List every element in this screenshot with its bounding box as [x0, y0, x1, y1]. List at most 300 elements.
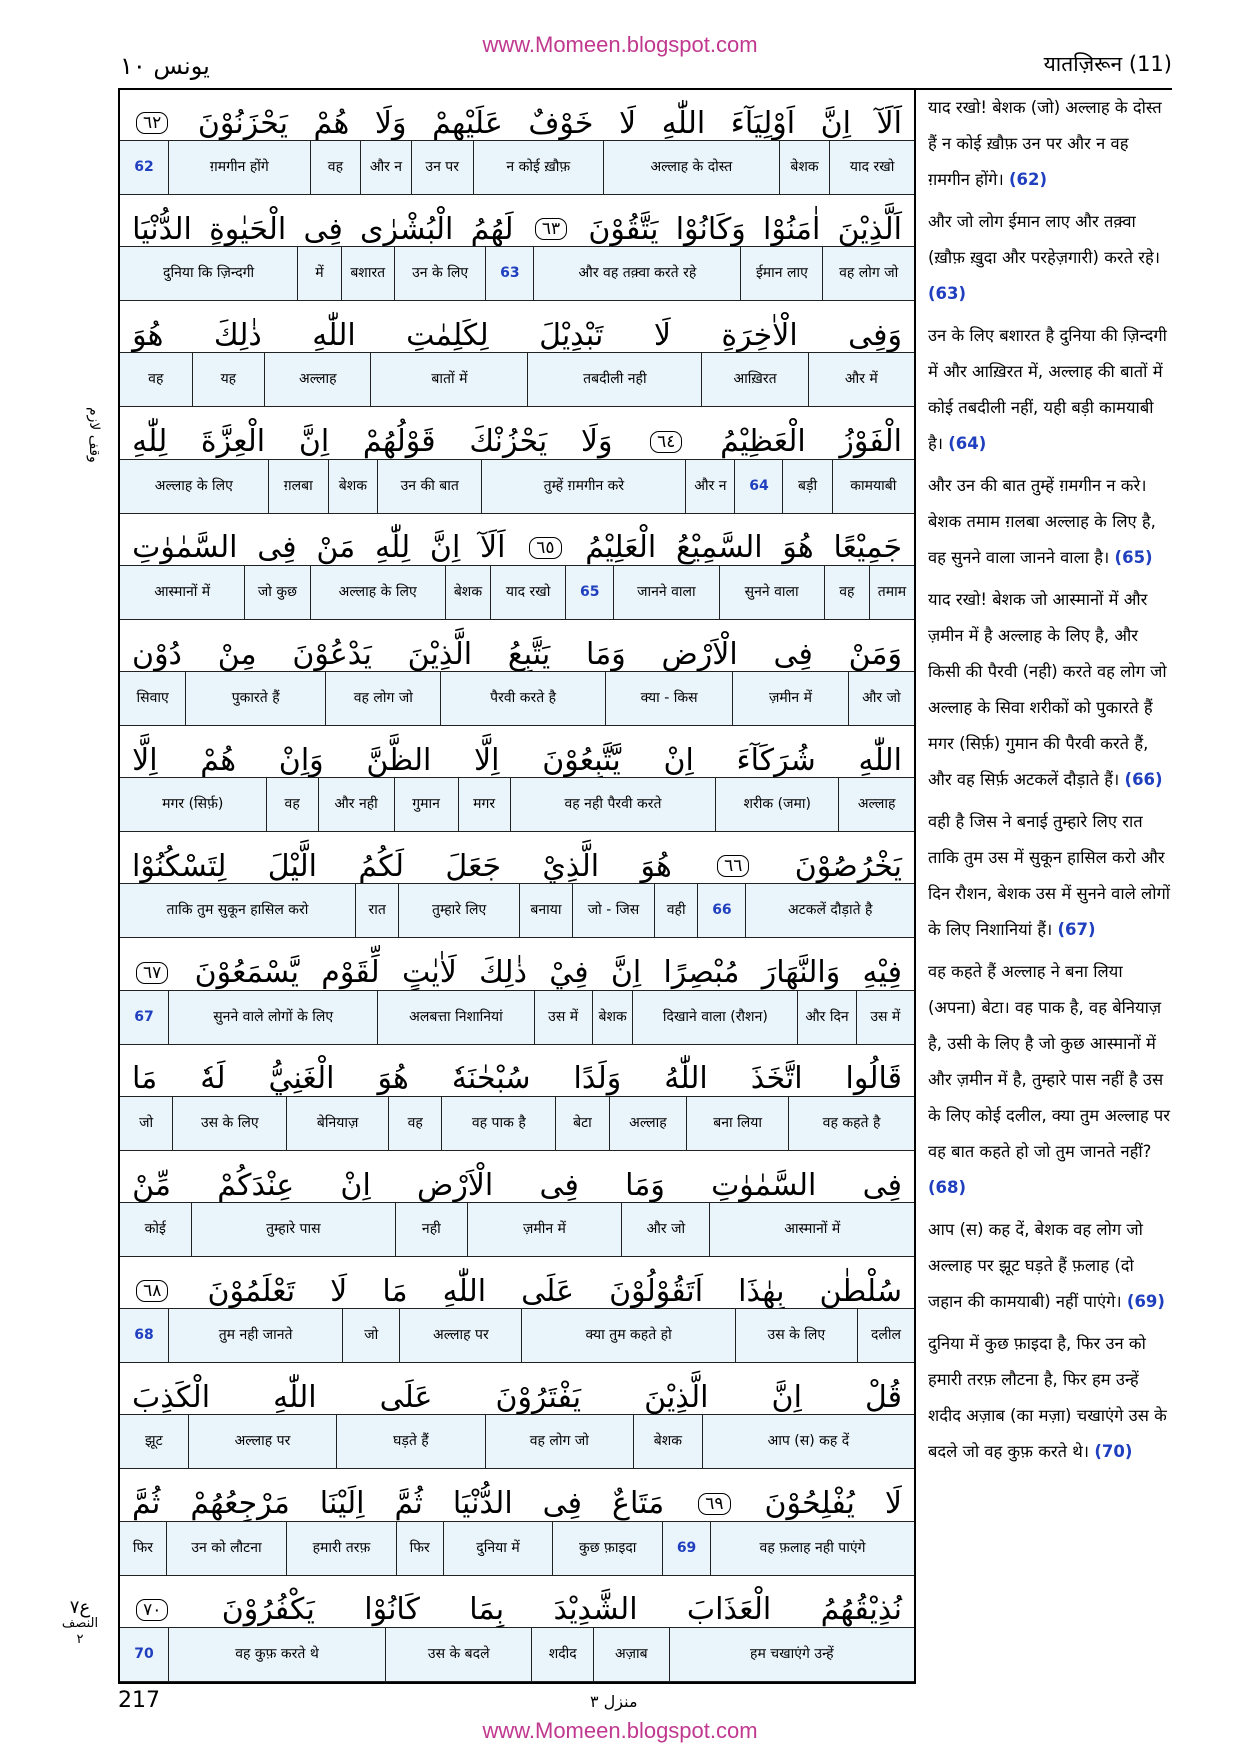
translation-text: आप (स) कह दें, बेशक वह लोग जो अल्लाह पर झूट घड़ते हैं फ़लाह (दो जहान की कामयाबी) नहीं पाएंगे। [928, 1220, 1143, 1311]
arabic-word: وَفِى [848, 317, 902, 353]
word-meaning-cell: न कोई ख़ौफ़ [473, 141, 603, 194]
page-number: 217 [118, 1688, 160, 1713]
arabic-word: لِتَسْكُنُوْا [132, 848, 227, 884]
verse-number-cell: 66 [697, 884, 745, 937]
word-meaning-cell: बेनियाज़ [286, 1097, 388, 1150]
arabic-word: لَا [330, 1273, 348, 1309]
arabic-word: اِنَّ [771, 1379, 802, 1415]
word-meaning-cell: तमाम [869, 566, 914, 619]
arabic-word: مِّنْ [132, 1167, 171, 1203]
translation-row [120, 459, 914, 514]
word-meaning-cell: वह [148, 371, 164, 388]
word-meaning-cell: अटकलें दौड़ाते है [745, 884, 914, 937]
arabic-word: شُرَكَآءَ [736, 742, 816, 778]
arabic-word: هُوَ [132, 317, 164, 353]
arabic-word: هُوَ [640, 848, 672, 884]
word-meaning-cell: वह लोग जो [822, 247, 914, 300]
arabic-word: مَرْجِعُهُمْ [190, 1486, 290, 1522]
arabic-word: الدُّنْيَا [132, 211, 192, 247]
arabic-word: سُلْطٰنٍ [819, 1273, 902, 1309]
word-meaning-cell: आप (स) कह दें [702, 1415, 914, 1468]
arabic-word: جَمِيْعًا [833, 530, 902, 566]
word-meaning-cell: आस्मानों में [709, 1203, 914, 1256]
translation-row [120, 1096, 914, 1151]
word-meaning-cell: वह लोग जो [325, 672, 440, 725]
word-meaning-cell: जानने वाला [613, 566, 718, 619]
word-meaning-cell: फिर [396, 1522, 443, 1575]
word-meaning-cell: आस्मानों में [154, 583, 211, 600]
arabic-word: مَتَاعٌ [612, 1486, 665, 1522]
arabic-word: عَلَى [521, 1273, 574, 1309]
word-meaning-cell: अल्लाह [609, 1097, 687, 1150]
word-meaning-cell: बेशक [328, 460, 377, 513]
arabic-word: مُبْصِرًا [663, 955, 740, 991]
translation-row [120, 777, 914, 832]
word-meaning-cell: अल्लाह के लिए [310, 566, 445, 619]
word-meaning-cell: और दिन [797, 991, 855, 1044]
translation-verse-number: (67) [1057, 920, 1096, 939]
arabic-word: اللّٰهِ [273, 1379, 317, 1415]
word-meaning-cell: वह [388, 1097, 441, 1150]
translation-text: दुनिया में कुछ फ़ाइदा है, फिर उन को हमारी तरफ़ लौटना है, फिर हम उन्हें शदीद अज़ाब (का मज़ा) चखाएंगे उस के बदले जो वह कुफ़ करते थे। [928, 1334, 1167, 1461]
arabic-word: دُوْنِ [132, 636, 182, 672]
word-meaning-cell: दुनिया में [443, 1522, 553, 1575]
arabic-word: تَعْلَمُوْنَ [207, 1273, 296, 1309]
translation-row [120, 140, 914, 195]
word-meaning-cell: बेशक [633, 1415, 702, 1468]
arabic-word: الْعَذَابَ [686, 1592, 772, 1628]
arabic-word: الْاَرْضِ [661, 636, 738, 672]
word-meaning-cell: वही [654, 884, 697, 937]
arabic-word: فِى [862, 1167, 902, 1203]
word-meaning-cell: क्या तुम कहते हो [521, 1309, 734, 1362]
arabic-word: عِنْدَكُمْ [217, 1167, 295, 1203]
arabic-word: هُمْ [200, 742, 237, 778]
ruku-number: ٢ [76, 1632, 84, 1647]
word-meaning-cell: कोई [144, 1221, 166, 1237]
translation-text: उन के लिए बशारत है दुनिया की ज़िन्दगी में और आख़िरत में, अल्लाह की बातों में कोई तबदीली नहीं, यही बड़ी कामयाबी है। [928, 326, 1167, 453]
word-meaning-cell: झूट [145, 1433, 163, 1450]
word-meaning-cell: जो - जिस [572, 884, 654, 937]
word-meaning-cell: बेटा [555, 1097, 608, 1150]
word-meaning-cell: जो [139, 1114, 154, 1131]
surah-name: يونس ١٠ [120, 52, 210, 80]
word-meaning-cell: मगर [458, 778, 510, 831]
word-meaning-cell: दलील [857, 1309, 914, 1362]
arabic-word: اِلَيْنَا [319, 1486, 365, 1522]
arabic-word: هُمْ [313, 105, 350, 141]
arabic-word: اَوْلِيَآءَ [730, 105, 796, 141]
word-by-word-table [118, 90, 916, 1684]
translation-verse-number: (62) [1008, 170, 1047, 189]
ayah-number: ٦٧ [136, 962, 168, 984]
word-meaning-cell: शदीद [531, 1628, 593, 1681]
arabic-word: لَهٗ [200, 1061, 226, 1097]
word-meaning-cell: मगर (सिर्फ़) [162, 796, 224, 813]
word-meaning-cell: कुछ फ़ाइदा [552, 1522, 662, 1575]
word-meaning-cell: उन की बात [377, 460, 481, 513]
ayah-number: ٦٥ [529, 537, 561, 559]
word-meaning-cell: बेशक [779, 141, 830, 194]
word-meaning-cell: पैरवी करते है [440, 672, 604, 725]
arabic-word: وَالنَّهَارَ [761, 955, 841, 991]
word-meaning-cell: और में [808, 353, 914, 406]
arabic-word: اِنَّ [429, 530, 461, 566]
word-meaning-cell: उन पर [411, 141, 473, 194]
word-meaning-cell: अल्लाह पर [399, 1309, 521, 1362]
arabic-word: كَانُوْا [364, 1592, 420, 1628]
arabic-word: يَتَّقُوْنَ [588, 211, 659, 247]
arabic-word: الْفَوْزُ [839, 424, 902, 460]
word-meaning-cell: ज़मीन में [732, 672, 847, 725]
arabic-word: اللّٰهِ [312, 317, 356, 353]
arabic-word: لَكُمُ [358, 848, 405, 884]
translation-verse-number: (64) [948, 434, 987, 453]
arabic-word: وَلَدًا [573, 1061, 622, 1097]
word-meaning-cell: सिवाए [136, 690, 169, 706]
word-meaning-cell: हमारी तरफ़ [286, 1522, 396, 1575]
arabic-word: اتَّخَذَ [750, 1061, 803, 1097]
translation-row [120, 352, 914, 407]
arabic-word: فِى [773, 636, 813, 672]
translation-text: याद रखो! बेशक जो आस्मानों में और ज़मीन में है अल्लाह के लिए है, और किसी की पैरवी (नही) करते वह लोग जो अल्लाह के सिवा शरीकों को पुकारते हैं मगर (सिर्फ़) गुमान की पैरवी करते हैं, और वह सिर्फ़ अटकलें दौड़ाते हैं। [928, 590, 1167, 789]
arabic-word: يُفْلِحُوْنَ [764, 1486, 855, 1522]
word-meaning-cell: अल्लाह पर [188, 1415, 336, 1468]
arabic-word: الَّذِيْنَ [644, 1379, 709, 1415]
arabic-word: اللّٰهِ [442, 1273, 487, 1309]
arabic-word: اِنْ [340, 1167, 371, 1203]
translation-verse-number: (63) [928, 284, 967, 303]
arabic-word: الشَّدِيْدَ [553, 1592, 638, 1628]
arabic-word: اِلَّا [474, 742, 500, 778]
arabic-word: اللّٰهِ [661, 105, 706, 141]
word-meaning-cell: उन के लिए [394, 247, 486, 300]
word-meaning-cell: तुम्हें ग़मगीन करे [481, 460, 685, 513]
verse-number-cell: 68 [134, 1327, 154, 1344]
arabic-word: اَتَقُوْلُوْنَ [609, 1273, 704, 1309]
translation-text: वही है जिस ने बनाई तुम्हारे लिए रात ताकि तुम उस में सुकून हासिल करो और दिन रौशन, बेशक उस में सुनने वाले लोगों के लिए निशानियां हैं। [928, 812, 1171, 939]
translation-paragraph [928, 582, 1172, 798]
arabic-word: يَحْزُنْكَ [469, 424, 548, 460]
arabic-word: هُوَ [782, 530, 814, 566]
word-meaning-cell: बातों में [370, 353, 527, 406]
word-meaning-cell: उस में [534, 991, 592, 1044]
arabic-word: اللّٰهُ [664, 1061, 708, 1097]
arabic-word: الَّذِيْ [542, 848, 600, 884]
arabic-word: اَلَآ [480, 530, 506, 566]
translation-paragraph [928, 1326, 1172, 1470]
arabic-word: فِى [303, 211, 343, 247]
word-meaning-cell: अल्लाह [838, 778, 914, 831]
ayah-number: ٦٢ [136, 112, 168, 134]
arabic-word: عَلَيْهِمْ [432, 105, 503, 141]
word-meaning-cell: नही [395, 1203, 467, 1256]
word-meaning-cell: अल्लाह के दोस्त [603, 141, 779, 194]
word-meaning-cell: बेशक [592, 991, 633, 1044]
arabic-word: الدُّنْيَا [452, 1486, 513, 1522]
arabic-word: اَلَّذِيْنَ [837, 211, 902, 247]
translation-paragraph [928, 90, 1172, 198]
arabic-word: الْبُشْرٰى [360, 211, 454, 247]
arabic-word: بِهٰذَا [738, 1273, 785, 1309]
translation-row [120, 1202, 914, 1257]
word-meaning-cell: वह लोग जो [485, 1415, 633, 1468]
word-meaning-cell: ईमान लाए [740, 247, 822, 300]
word-meaning-cell: अल्लाह के लिए [154, 477, 233, 494]
arabic-word: تَبْدِيْلَ [539, 317, 604, 353]
arabic-word: وَلَا [374, 105, 407, 141]
word-meaning-cell: ग़मगीन होंगे [168, 141, 310, 194]
arabic-word: لَهُمُ [470, 211, 514, 247]
arabic-word: الْحَيٰوةِ [209, 211, 287, 247]
translation-paragraph [928, 1212, 1172, 1320]
site-url-top: www.Momeen.blogspot.com [482, 32, 758, 57]
arabic-word: يَكْفُرُوْنَ [221, 1592, 315, 1628]
arabic-word: يَّسْمَعُوْنَ [194, 955, 300, 991]
word-meaning-cell: उस में [856, 991, 914, 1044]
arabic-word: السَّمٰوٰتِ [132, 530, 238, 566]
arabic-word: قُلْ [864, 1379, 902, 1415]
arabic-word: مَا [382, 1273, 408, 1309]
word-meaning-cell: अलबत्ता निशानियां [377, 991, 533, 1044]
word-meaning-cell: सुनने वाले लोगों के लिए [168, 991, 377, 1044]
arabic-word: عَلَى [379, 1379, 433, 1415]
translation-paragraph [928, 954, 1172, 1206]
arabic-word: مَا [132, 1061, 158, 1097]
arabic-word: هُوَ [377, 1061, 409, 1097]
arabic-word: فِيْهِ [862, 955, 902, 991]
juz-name: यातज़िरून (11) [1043, 52, 1172, 76]
arabic-word: اِلَّا [132, 742, 158, 778]
translation-verse-number: (68) [928, 1178, 967, 1197]
arabic-word: اِنَّ [610, 955, 642, 991]
translation-verse-number: (65) [1114, 548, 1153, 567]
word-meaning-cell: वह पाक है [441, 1097, 555, 1150]
arabic-word: فِى [542, 1486, 583, 1522]
word-meaning-cell: याद रखो [490, 566, 565, 619]
arabic-word: الْاَرْضِ [417, 1167, 494, 1203]
word-meaning-cell: में [297, 247, 340, 300]
arabic-word: فِى [539, 1167, 579, 1203]
arabic-word: خَوْفٌ [528, 105, 594, 141]
arabic-word: يَخْرُصُوْنَ [794, 848, 902, 884]
translation-text: वह कहते हैं अल्लाह ने बना लिया (अपना) बेटा। वह पाक है, वह बेनियाज़ है, उसी के लिए है जो कुछ आस्मानों में और ज़मीन में है, तुम्हारे पास नहीं है उस के लिए कोई दलील, क्या तुम अल्लाह पर वह बात कहते हो जो तुम जानते नहीं? [928, 962, 1171, 1161]
word-meaning-cell: रात [355, 884, 398, 937]
arabic-word: اِنْ [663, 742, 694, 778]
arabic-word: وَمَنْ [848, 636, 902, 672]
word-meaning-cell: उस के लिए [172, 1097, 286, 1150]
word-meaning-cell: वह नही पैरवी करते [510, 778, 716, 831]
word-meaning-cell: शरीक (जमा) [715, 778, 838, 831]
word-meaning-cell: और न [360, 141, 411, 194]
verse-number-cell: 69 [662, 1522, 710, 1575]
arabic-word: السَّمٰوٰتِ [711, 1167, 817, 1203]
margin-waqf-note: وقف لازم [86, 407, 102, 463]
translation-column [928, 90, 1172, 1684]
word-meaning-cell: क्या - किस [605, 672, 733, 725]
verse-number-cell: 64 [734, 460, 782, 513]
translation-row [120, 246, 914, 301]
word-meaning-cell: दिखाने वाला (रौशन) [632, 991, 797, 1044]
word-meaning-cell: वह कहते है [788, 1097, 914, 1150]
word-meaning-cell: और न [685, 460, 734, 513]
arabic-word: ثُمَّ [394, 1486, 423, 1522]
word-meaning-cell: अज़ाब [593, 1628, 669, 1681]
word-meaning-cell: उन को लौटना [166, 1522, 286, 1575]
arabic-word: وَمَا [625, 1167, 665, 1203]
arabic-word: جَعَلَ [445, 848, 502, 884]
arabic-word: لَاٰيٰتٍ [401, 955, 457, 991]
translation-verse-number: (66) [1124, 770, 1163, 789]
word-meaning-cell: ज़मीन में [467, 1203, 622, 1256]
word-meaning-cell: बड़ी [782, 460, 831, 513]
arabic-word: اَلَآ [876, 105, 902, 141]
arabic-word: مَنْ [316, 530, 356, 566]
word-meaning-cell: याद रखो [829, 141, 914, 194]
word-meaning-cell: तबदीली नही [527, 353, 701, 406]
ayah-number: ٦٣ [535, 218, 567, 240]
ayah-number: ٦٤ [650, 431, 682, 453]
word-meaning-cell: उस के बदले [385, 1628, 531, 1681]
arabic-word: السَّمِيْعُ [675, 530, 763, 566]
arabic-word: الْعَظِيْمُ [720, 424, 806, 460]
arabic-word: وَاِنْ [278, 742, 324, 778]
translation-paragraph [928, 318, 1172, 462]
arabic-word: الَّيْلَ [267, 848, 317, 884]
verse-number-cell: 70 [134, 1645, 154, 1662]
arabic-word: نُذِيْقُهُمُ [820, 1592, 902, 1628]
arabic-word: سُبْحٰنَهٗ [451, 1061, 531, 1097]
translation-text: और उन की बात तुम्हें ग़मगीन न करे। बेशक तमाम ग़लबा अल्लाह के लिए है, वह सुनने वाला जानने वाला है। [928, 476, 1156, 567]
translation-row [120, 990, 914, 1045]
word-meaning-cell: और जो [621, 1203, 709, 1256]
arabic-word: ذٰلِكَ [479, 955, 527, 991]
word-meaning-cell: उस के लिए [735, 1309, 857, 1362]
translation-row [120, 883, 914, 938]
word-meaning-cell: सुनने वाला [719, 566, 824, 619]
ayah-number: ٦٦ [717, 855, 749, 877]
translation-paragraph [928, 804, 1172, 948]
word-meaning-cell: जो [342, 1309, 399, 1362]
translation-text: और जो लोग ईमान लाए और तक़्वा (ख़ौफ़ ख़ुदा और परहेज़गारी) करते रहे। [928, 212, 1161, 267]
word-meaning-cell: और नही [318, 778, 394, 831]
translation-row [120, 1414, 914, 1469]
verse-number-cell: 63 [485, 247, 533, 300]
word-meaning-cell: वह [310, 141, 361, 194]
translation-row [120, 565, 914, 620]
word-meaning-cell: तुम्हारे लिए [398, 884, 518, 937]
arabic-word: ذٰلِكَ [213, 317, 262, 353]
arabic-word: فِيْ [549, 955, 589, 991]
arabic-word: الْعِزَّةَ [200, 424, 266, 460]
word-meaning-cell: वह [824, 566, 869, 619]
arabic-word: يَّتَّبِعُوْنَ [542, 742, 621, 778]
word-meaning-cell: पुकारते हैं [185, 672, 325, 725]
arabic-word: الْاٰخِرَةِ [721, 317, 798, 353]
word-meaning-cell: बना लिया [686, 1097, 788, 1150]
manzil-mark: منزل ٣ [590, 1692, 638, 1711]
arabic-word: وَلَا [580, 424, 613, 460]
arabic-word: يَدْعُوْنَ [292, 636, 372, 672]
word-meaning-cell: और जो [848, 672, 914, 725]
translation-row [120, 1521, 914, 1576]
arabic-word: الْغَنِيُّ [268, 1061, 335, 1097]
arabic-word: اِنَّ [298, 424, 330, 460]
arabic-word: فِى [257, 530, 297, 566]
word-meaning-cell: घड़ते हैं [336, 1415, 484, 1468]
ayah-number: ٧٠ [136, 1599, 168, 1621]
word-meaning-cell: ताकि तुम सुकून हासिल करो [166, 902, 309, 919]
ayah-number: ٦٩ [698, 1493, 730, 1515]
arabic-word: قَوْلُهُمْ [362, 424, 436, 460]
word-meaning-cell: आख़िरत [701, 353, 807, 406]
word-meaning-cell: वह कुफ़ करते थे [168, 1628, 385, 1681]
word-meaning-cell: यह [192, 353, 265, 406]
word-meaning-cell: बनाया [519, 884, 572, 937]
word-meaning-cell: ग़लबा [268, 460, 328, 513]
arabic-word: وَمَا [586, 636, 626, 672]
arabic-word: اللّٰهِ [858, 742, 902, 778]
ruku-symbol: ع٧ [69, 1597, 91, 1618]
translation-row [120, 1627, 914, 1682]
arabic-word: وَكَانُوْا [675, 211, 746, 247]
word-meaning-cell: और वह तक़्वा करते रहे [533, 247, 740, 300]
translation-row [120, 1308, 914, 1363]
translation-text: याद रखो! बेशक (जो) अल्लाह के दोस्त हैं न कोई ख़ौफ़ उन पर और न वह ग़मगीन होंगे। [928, 98, 1162, 189]
arabic-word: يَتَّبِعُ [507, 636, 551, 672]
margin-ruku-mark [60, 1597, 100, 1648]
word-meaning-cell: बशारत [341, 247, 394, 300]
word-meaning-cell: वह फ़लाह नही पाएंगे [710, 1522, 914, 1575]
arabic-word: الْكَذِبَ [132, 1379, 211, 1415]
arabic-word: اِنَّ [820, 105, 851, 141]
arabic-word: بِمَا [469, 1592, 505, 1628]
word-meaning-cell: अल्लाह [264, 353, 370, 406]
translation-row [120, 671, 914, 726]
word-meaning-cell: हम चखाएंगे उन्हें [669, 1628, 914, 1681]
translation-verse-number: (70) [1094, 1442, 1133, 1461]
translation-verse-number: (69) [1126, 1292, 1165, 1311]
word-meaning-cell: दुनिया कि ज़िन्दगी [163, 265, 255, 282]
arabic-word: لَا [653, 317, 671, 353]
verse-number-cell: 65 [565, 566, 613, 619]
word-meaning-cell: फिर [132, 1539, 154, 1556]
arabic-word: اٰمَنُوْا [763, 211, 821, 247]
site-url-bottom: www.Momeen.blogspot.com [482, 1718, 758, 1743]
translation-paragraph [928, 204, 1172, 312]
ayah-number: ٦٨ [136, 1280, 168, 1302]
word-meaning-cell: जो कुछ [244, 566, 309, 619]
verse-number-cell: 67 [134, 1008, 154, 1025]
word-meaning-cell: कामयाबी [832, 460, 914, 513]
arabic-word: لَا [619, 105, 637, 141]
translation-paragraph [928, 468, 1172, 576]
word-meaning-cell: वह [266, 778, 318, 831]
arabic-word: يَفْتَرُوْنَ [495, 1379, 582, 1415]
arabic-word: يَحْزَنُوْنَ [197, 105, 288, 141]
arabic-word: الظَّنَّ [366, 742, 432, 778]
word-meaning-cell: तुम्हारे पास [191, 1203, 396, 1256]
arabic-word: لِلّٰهِ [374, 530, 411, 566]
arabic-word: الَّذِيْنَ [407, 636, 473, 672]
arabic-word: مِنْ [217, 636, 257, 672]
arabic-word: لِّقَوْمٍ [321, 955, 380, 991]
arabic-word: لِلّٰهِ [132, 424, 168, 460]
arabic-word: الْعَلِيْمُ [585, 530, 657, 566]
arabic-word: قَالُوا [845, 1061, 902, 1097]
ruku-label: النصف [61, 1616, 99, 1631]
verse-number-cell: 62 [134, 159, 154, 175]
